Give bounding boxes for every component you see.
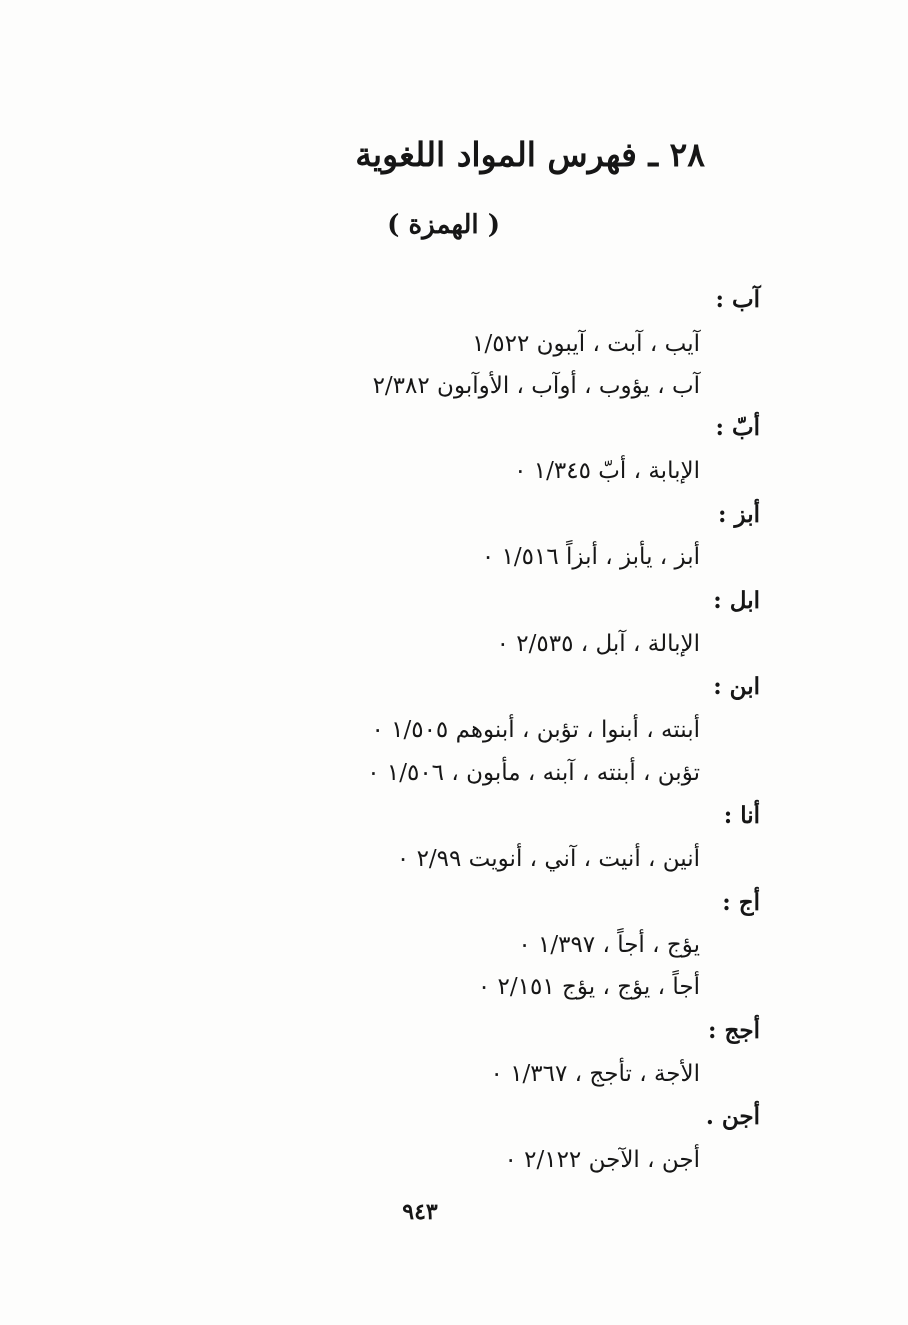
- entry-line: أجاً ، يؤج ، يؤج ٢/١٥١ ٠: [477, 974, 700, 1000]
- entry-line: تؤبن ، أبنته ، آبنه ، مأبون ، ١/٥٠٦ ٠: [367, 760, 700, 786]
- section-heading: ( الهمزة ): [387, 210, 500, 240]
- entry-heading: أبز :: [718, 501, 760, 528]
- entry-line: أجن ، الآجن ٢/١٢٢ ٠: [504, 1147, 700, 1173]
- entry-line: آب ، يؤوب ، أوآب ، الأوآبون ٢/٣٨٢: [372, 373, 700, 399]
- entry-heading: أبّ :: [715, 414, 760, 441]
- entry-line: آيب ، آبت ، آيبون ١/٥٢٢: [472, 331, 700, 357]
- entry-line: أنين ، أنيت ، آني ، أنويت ٢/٩٩ ٠: [396, 846, 700, 872]
- entry-heading: أجن .: [705, 1103, 760, 1130]
- entry-line: الأجة ، تأجج ، ١/٣٦٧ ٠: [490, 1061, 700, 1087]
- entry-heading: ابن :: [713, 673, 760, 700]
- page-title: ٢٨ ـ فهرس المواد اللغوية: [355, 135, 705, 174]
- entry-line: يؤج ، أجاً ، ١/٣٩٧ ٠: [518, 932, 700, 958]
- entry-heading: أجج :: [708, 1017, 760, 1044]
- entry-heading: ابل :: [713, 587, 760, 614]
- entry-line: الإبابة ، أبّ ١/٣٤٥ ٠: [514, 458, 700, 484]
- entry-heading: أج :: [722, 889, 760, 916]
- index-entries: [300, 280, 760, 1180]
- entry-line: الإبالة ، آبل ، ٢/٥٣٥ ٠: [496, 631, 700, 657]
- entry-heading: آب :: [715, 286, 760, 313]
- entry-line: أبنته ، أبنوا ، تؤبن ، أبنوهم ١/٥٠٥ ٠: [371, 717, 700, 743]
- entry-heading: أنا :: [723, 802, 760, 829]
- entry-line: أبز ، يأبز ، أبزاً ١/٥١٦ ٠: [481, 544, 700, 570]
- page-number: ٩٤٣: [402, 1199, 438, 1225]
